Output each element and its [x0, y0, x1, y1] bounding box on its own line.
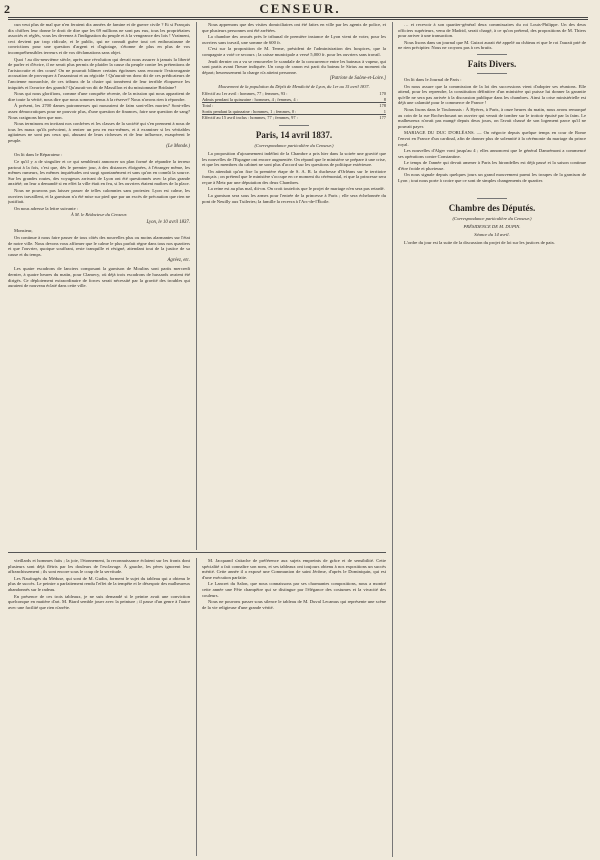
table-caption: Mouvement de la population du Dépôt de Mendicité de Lyon, du 1er au 15 avril 1837. [218, 84, 370, 90]
article-paragraph: Quoi ! au dix-neuvième siècle, après une révolution qui devait nous assurer à jamais la liberté de parler et d'écrire, il ne serait plus permis de plaider la cause du peuple contre les prétentions de l'aristocratie et des cours! On ne pourrait blâmer certains égoïsmes sans encourir l'extravagante accusation de provoquer à l'assassinat et au régicide ! Qu'aurait-on donc dit de ces prédicateurs de l'ancienne monarchie, de ces tribuns de la chaire qui tonnèrent de leur terrible éloquence les iniquités et l'avarice des grands? Qu'aurait-on dit de Massillon et du missionnaire Bridaine? [8, 56, 190, 90]
table-row: Effectif au 15 avril inclus : hommes, 77 ; femmes, 97 : 177 [202, 115, 386, 121]
article-paragraph: La proposition d'ajournement indéfini de la Chambre a pris hier dans la soirée une gravité que les nouvelles de l'Espagne ont encore augmentée. On répand que le ministère se prépare à une crise, et que les membres du cabinet ne sont plus d'accord sur les questions de politique extérieure. [202, 150, 386, 168]
section-heading: Chambre des Députés. [448, 202, 536, 213]
section-subheading: (Correspondance particulière du Censeur.) [452, 215, 532, 221]
spacer [398, 185, 586, 195]
newspaper-title: CENSEUR. [259, 1, 341, 16]
article-paragraph: À présent, les 2700 dames patronnesses qui mouraient de faim sont-elles mortes? Sont-elles assez démocratiques pour ne pouvoir plus, d'une question de finances, faire une question de sang? Nous craignons bien que non. [8, 103, 190, 120]
article-paragraph: La chambre des avoués près le tribunal de première instance de Lyon vient de voter, pour les ouvriers sans travail, une somme de 600 fr. [202, 34, 386, 45]
article-paragraph: Ce qu'il y a de singulier et ce qui semblerait annoncer un plan formé de répandre la terreur partout à la fois, c'est que, dès le premier jour, à des distances éloignées, à l'étranger même, les mêmes rumeurs, les mêmes inquiétudes ont surgi spontanément et sans qu'on en connût la source. Sur les grandes routes, des voyageurs arrivant de Lyon ont été questionnés avec la plus grande anxiété; on leur a demandé si en effet la ville était en feu, si les ouvriers étaient maîtres de la place. [8, 159, 190, 187]
article-paragraph: On attendait qu'on fixe la première étape de S. A. R. la duchesse d'Orléans sur le territoire français ; on prétend que le ministère s'occupe en ce moment du cérémonial, et que la princesse sera reçue à Metz par une députation des deux Chambres. [202, 168, 386, 185]
article-paragraph: On lit dans le Journal de Paris : [404, 76, 462, 82]
column-divider [392, 22, 393, 857]
article-paragraph: Les quatre escadrons de lanciers composant la garnison de Moulins sont partis mercredi dernier, à quatre heures du matin, pour Clamecy, où déjà trois escadrons de hussards avaient été dirigés. Ce déploiement extraordinaire de forces serait nécessité par la gravité des troubles qui auraient de nouveau éclaté dans cette ville. [8, 266, 190, 289]
article-paragraph: On lit dans le Réparateur : [14, 152, 63, 158]
separator [477, 54, 507, 55]
column-1 [8, 22, 190, 550]
presidency-line: PRÉSIDENCE DE M. DUPIN. [463, 223, 521, 229]
table-row: Effectif au 1er avril : hommes, 77 ; femmes, 93 : 170 [202, 90, 386, 96]
article-paragraph: Nous lisons dans le Toulonnais : À Hyères, à Paris, à onze heures du matin, nous avons remarqué au coin de la rue Rochechouart un ouvrier qui venait de tomber sur le trottoir épuisé par la faim. Le malheureux n'avait pas mangé depuis deux jours, on l'avait chassé de son logement parce qu'il ne pouvait payer. [398, 106, 586, 129]
article-paragraph: Nous ne pouvons pas laisser passer de telles calomnies sans protester. Lyon est calme, les ouvriers travaillent, et la garnison n'a été mise sur pied que par un excès de précaution que rien ne justifiait. [8, 188, 190, 205]
article-paragraph: Nous ne pouvons passer sous silence le tableau de M. Duval Lecamus qui représente une scène de la vie religieuse d'une grande vérité. [202, 599, 386, 610]
column-2 [202, 22, 386, 550]
section-heading: Faits Divers. [467, 58, 517, 69]
section-subheading: (Correspondance particulière du Censeur.) [254, 142, 334, 148]
table-row: Sortis pendant la quinzaine : hommes, 1 ; femmes, 0 : 1 [202, 108, 386, 114]
letter-recipient: À M. le Rédacteur du Censeur. [70, 212, 128, 218]
page-number: 2 [4, 2, 10, 16]
masthead-rule [8, 17, 588, 20]
article-paragraph: En présence de ces trois tableaux, je ne suis demandé si le peintre avait une conviction quelconque en matière d'art. M. Biard semble jouer avec la peinture ; il passe d'un genre à l'autre avec une facilité que rien n'arrête. [8, 593, 190, 610]
article-paragraph: … et recevoir à son quartier-général deux commissaires du roi Louis-Philippe. Un des deux officiers supérieurs, venu de Madrid, serait chargé, à ce qu'on prétend, des propositions de M. Thiers pour arriver à une transaction. [398, 22, 586, 39]
article-paragraph: Nous qui nous glorifions, comme d'une conquête récente, de la mission qui nous appartient de dire toute la vérité, nous dire que nous sommes tenus à la réserve? Nous n'avons rien à répondre. [8, 91, 190, 102]
masthead [0, 0, 600, 18]
article-paragraph: On nous assure que la commission de la loi des successions vient d'adopter ses réunions. Elle attend, pour les reprendre, la constitution définitive d'un ministère qui puisse lui donner la garantie qu'elle ne sera pas arrivée à la discussion publique dans les chambres. Ainsi la crise ministérielle est déjà une calamité pour le commerce de France ! [398, 83, 586, 106]
separator [477, 73, 507, 74]
article-paragraph: On nous adresse la lettre suivante : [14, 205, 79, 211]
article-paragraph: C'est sur la proposition de M. Terme, président de l'administration des hospices, que la compagnie a voté ce secours ; la caisse municipale a versé 5,000 fr. pour les ouvriers sans travail. [202, 46, 386, 57]
column-divider [196, 22, 197, 550]
section-heading: Paris, 14 avril 1837. [255, 129, 333, 140]
article-paragraph: La reine est au plus mal, dit-on. On croit toutefois que le projet de mariage n'en sera pas retardé. [208, 186, 385, 192]
separator [279, 125, 309, 126]
article-paragraph: M. Jacquand s'attache de préférence aux sujets empreints de grâce et de sensibilité. Cette spécialité a fait connaître son nom, et ses tableaux ont toujours obtenu à nos expositions un succès mérité. Cette année il a exposé une Communion de saint Jérôme, d'après le Dominiquin, qui est d'une exécution parfaite. [202, 558, 386, 580]
article-paragraph: La garnison sera sous les armes pour l'entrée de la princesse à Paris ; elle sera échelonnée du pont de Neuilly aux Tuileries; la famille la recevra à l'Arc-de-l'Étoile. [202, 193, 386, 204]
table-row: Total : 178 [202, 103, 386, 109]
column-divider [196, 558, 197, 856]
article-paragraph: L'ordre du jour est la suite de la discussion du projet de loi sur les justices de paix. [404, 239, 556, 245]
article-paragraph: Jeudi dernier on a vu se renouveler le scandale de la concurrence entre les bateaux à vapeur, qui sont partis avant l'heure indiquée. Un coup de canon est parti du bateau le Sirius au moment du départ; heureusement la charge n'a atteint personne. [202, 58, 386, 75]
feuilleton-rule [8, 552, 386, 553]
source-credit: (Le Monde.) [166, 144, 190, 150]
table-row: Admis pendant la quinzaine : hommes, 4 ; femmes, 4 : 8 [202, 96, 386, 102]
separator [477, 198, 507, 199]
source-credit: [Patriote de Saône-et-Loire.] [329, 76, 386, 82]
article-paragraph: Nous terminons en invitant nos confrères et les classes de la société qui s'en prennent à nous de tous les maux qu'ils prévoient, à rentrer un peu en eux-mêmes, et à examiner si les véritables agitateurs ne sont pas ceux qui, abusant de leurs richesses et de leur influence, exaspèrent le peuple. [8, 121, 190, 143]
article-paragraph: Les nouvelles d'Alger vont jusqu'au 4 ; elles annoncent que le général Damrémont a commencé ses opérations contre Constantine. [398, 148, 586, 159]
letter-signoff: Agréez, etc. [167, 258, 190, 264]
article-paragraph: vieillards et hommes faits ; la joie, l'étonnement, la reconnaissance éclatent sur les fronts dont plusieurs sont déjà flétris par les douleurs de l'esclavage. À gauche, les pères ignorent leur affranchissement ; ils sont encore sous le coup de la servitude. [8, 558, 190, 575]
feuilleton-column-1 [8, 558, 190, 856]
feuilleton-column-2 [202, 558, 386, 856]
article-paragraph: Nous lisons dans un journal que M. Guizot aurait été appelé au château et que le roi l'aurait prié de ne rien précipiter. Nous ne croyons pas à ces bruits. [398, 39, 586, 51]
article-paragraph: Le temps de l'année qui devait amener à Paris les hirondelles est déjà passé et la saison continue d'être froide et pluvieuse. [398, 160, 586, 171]
letter-salutation: Monsieur, [14, 228, 33, 234]
article-paragraph: cun veut plus de mal que n'en feraient dix années de famine et de guerre civile ? Et si Français dix chiffres leur donne le droit de dire que les 69 millions ne sont pas eux, tous les propriétaires associés et réglés, vous les devenez à l'indignation du peuple et à la vengeance des lois ! Vraiment, ceci devient par trop ridicule, et le public, qui ne connaît guère tout cet enthousiasme de convictions pour une question d'argent et d'agiotage, s'étonne de plus en plus de vos incompréhensibles terreurs et de vos déclamations sans objet. [8, 22, 190, 55]
letter-date: Lyon, le 10 avril 1837. [146, 220, 190, 226]
population-table [202, 84, 386, 121]
article-paragraph: Nous apprenons que des visites domiciliaires ont été faites en ville par les agents de police, et que plusieurs personnes ont été arrêtées. [202, 22, 386, 33]
article-paragraph: Le Lancret du Salon, que nous connaissons par ses charmantes compositions, nous a montré cette année une Fête champêtre qui se distingue par l'élégance des costumes et la vivacité des couleurs. [202, 581, 386, 598]
article-paragraph: MARIAGE DU DUC D'ORLÉANS. — On négocie depuis quelque temps en cour de Rome l'envoi en France d'un cardinal, afin de donner plus de solennité à la cérémonie du mariage du prince royal. [398, 130, 586, 147]
article-paragraph: On continue à nous faire passer de tous côtés des nouvelles plus ou moins alarmantes sur l'état de notre ville. Nous devons vous affirmer que le calme le plus parfait règne dans tous nos quartiers et que l'ouvrier, quoique souffrant, reste tranquille et résigné, attendant tout de la justice de sa cause et du temps. [8, 235, 190, 257]
article-paragraph: On nous signale depuis quelques jours un grand mouvement parmi les troupes de la garnison de Lyon ; tout nous porte à croire que ce sont de simples changements de quartier. [398, 172, 586, 184]
column-3 [398, 22, 586, 857]
article-paragraph: Les Naufragés du Méduse, qui sont de M. Gudin, forment le sujet du tableau qui a obtenu le plus de succès. Le peintre a parfaitement rendu l'effet de la tempête et le désespoir des malheureux abandonnés sur le radeau. [8, 575, 190, 592]
session-date: Séance du 14 avril. [474, 231, 510, 237]
